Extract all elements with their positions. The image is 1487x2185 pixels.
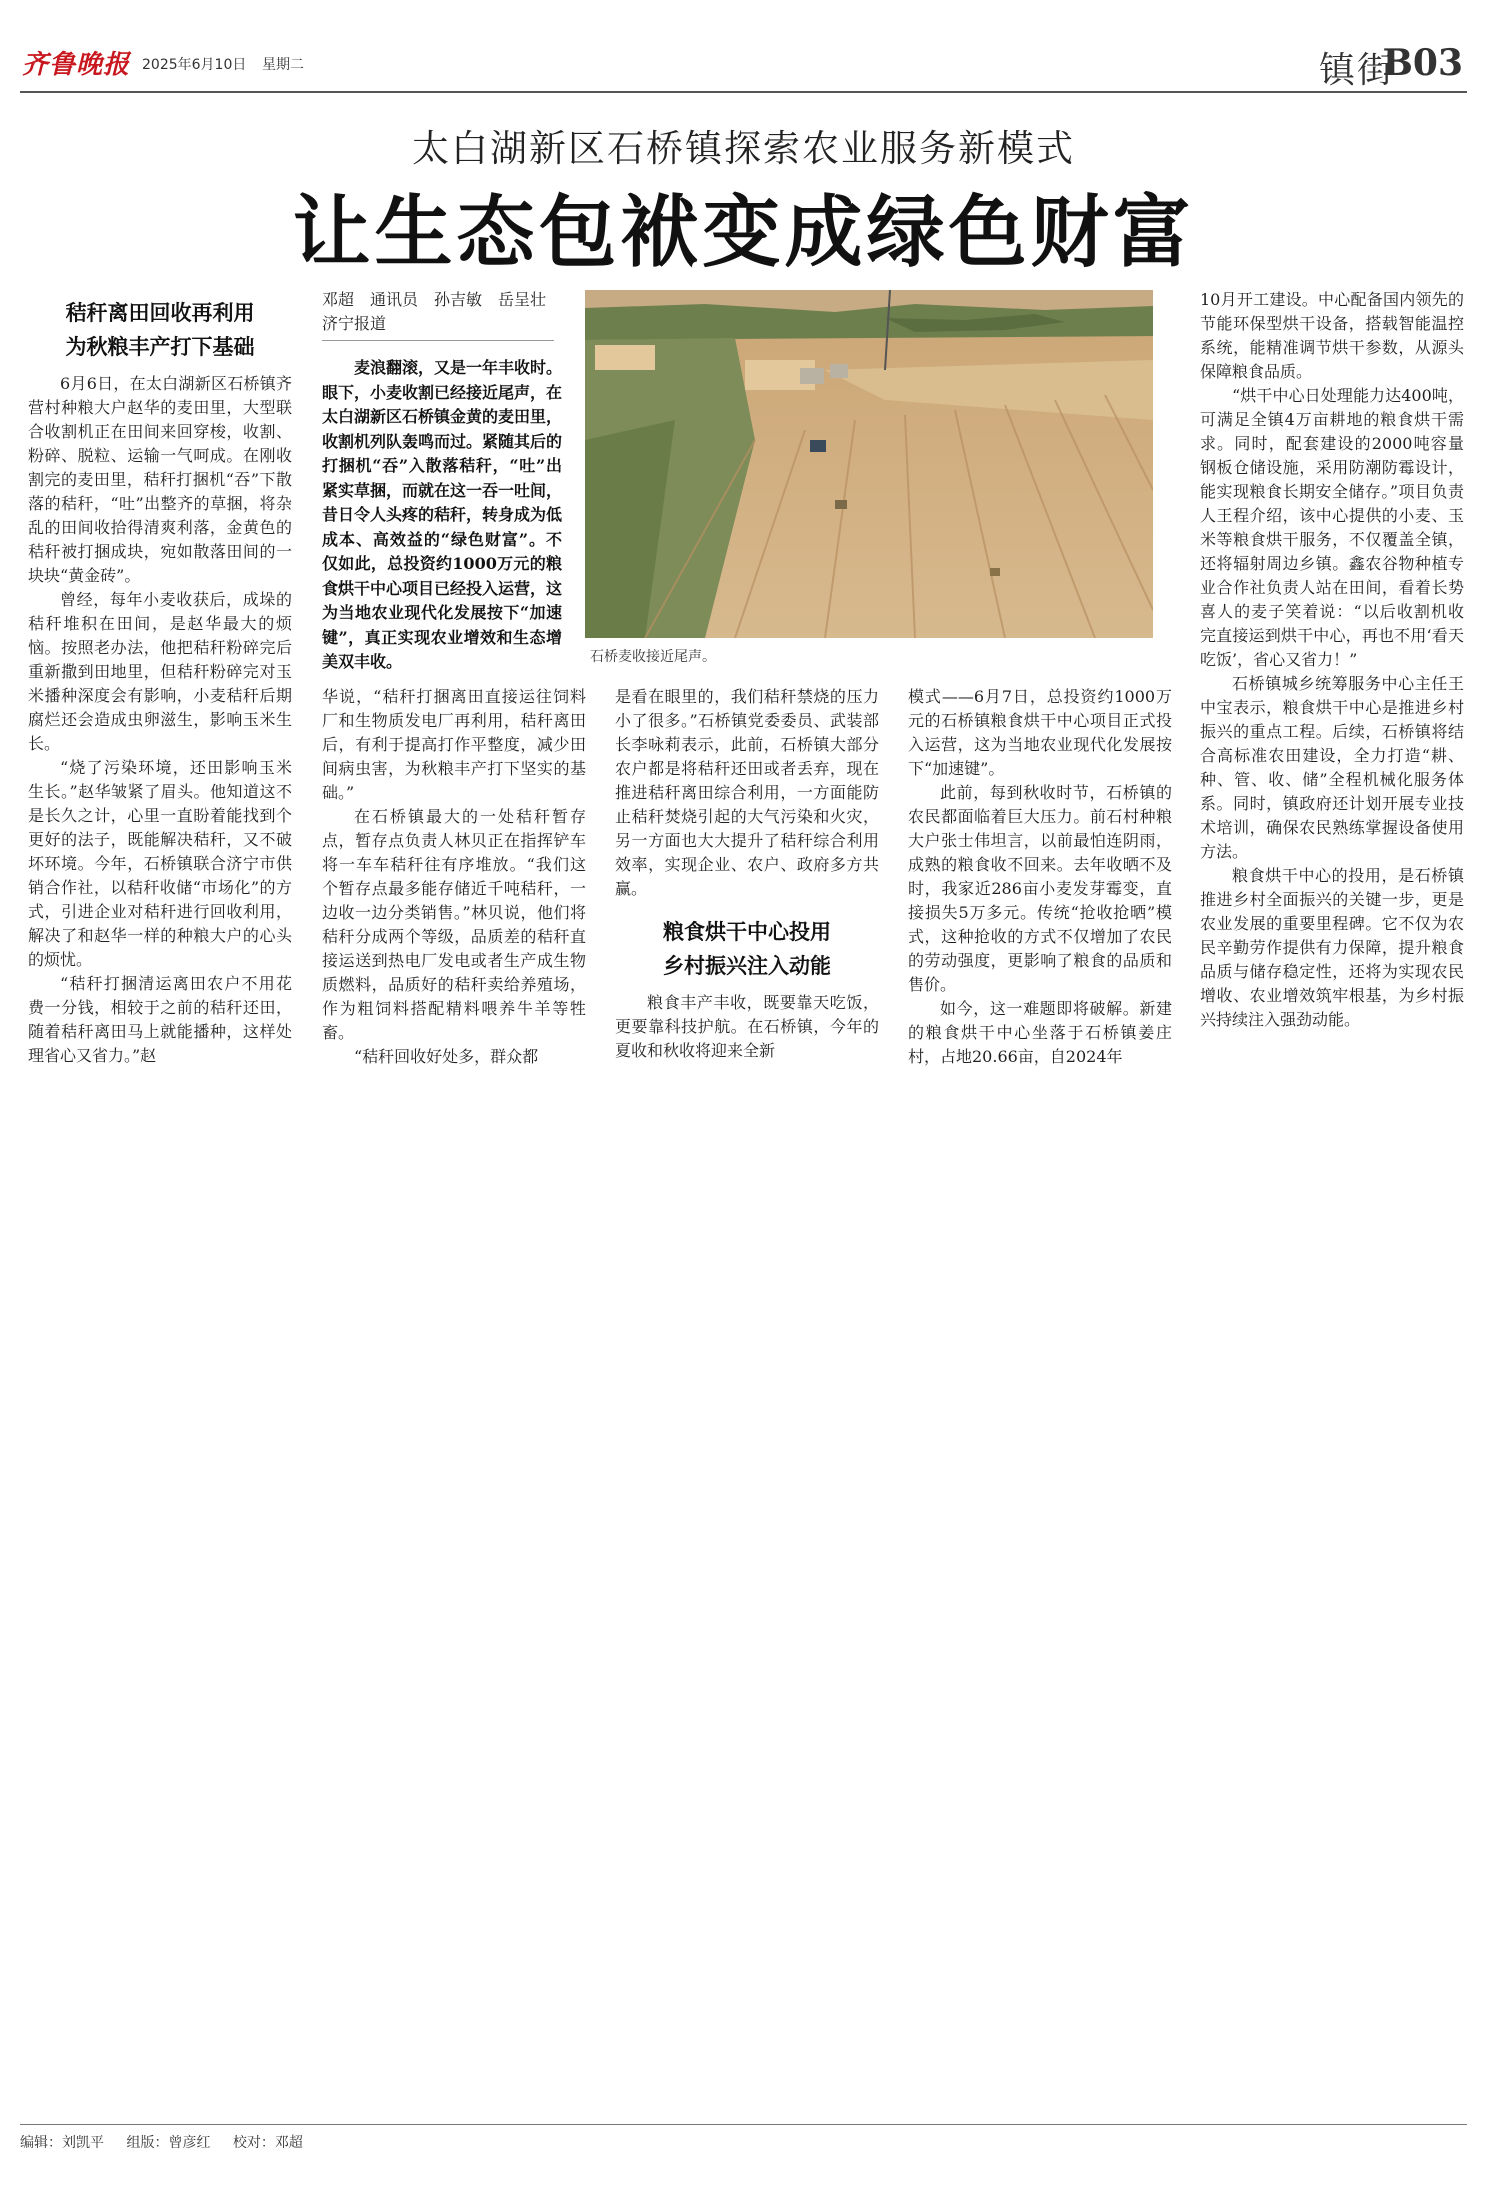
page-number: B03 bbox=[1382, 42, 1463, 84]
article-column-4 bbox=[908, 685, 1172, 1069]
subheading-2-line-2: 乡村振兴注入动能 bbox=[663, 953, 831, 978]
article-kicker: 太白湖新区石桥镇探索农业服务新模式 bbox=[412, 127, 1075, 170]
issue-weekday: 星期二 bbox=[262, 57, 304, 73]
paragraph: 石桥镇城乡统筹服务中心主任王中宝表示，粮食烘干中心是推进乡村振兴的重点工程。后续，石桥镇将结合高标准农田建设，全力打造“耕、种、管、收、储”全程机械化服务体系。同时，镇政府还计划开展专业技术培训，确保农民熟练掌握设备使用方法。 bbox=[1200, 674, 1464, 861]
byline-divider bbox=[322, 340, 554, 341]
paragraph: 此前，每到秋收时节，石桥镇的农民都面临着巨大压力。前石村种粮大户张士伟坦言，以前最怕连阴雨，成熟的粮食收不回来。去年收晒不及时，我家近286亩小麦发芽霉变，直接损失5万多元。传统“抢收抢晒”模式，这种抢收的方式不仅增加了农民的劳动强度，更影响了粮食的品质和售价。 bbox=[908, 783, 1172, 994]
article-column-3 bbox=[615, 685, 879, 1063]
paragraph: 粮食烘干中心的投用，是石桥镇推进乡村全面振兴的关键一步，更是农业发展的重要里程碑。它不仅为农民辛勤劳作提供有力保障，提升粮食品质与储存稳定性，还将为实现农民增收、农业增效筑牢根基，为乡村振兴持续注入强劲动能。 bbox=[1200, 866, 1464, 1029]
section-name: 镇街 bbox=[1318, 50, 1395, 91]
editor-credit: 编辑：刘凯平 bbox=[20, 2135, 104, 2151]
layout-credit: 组版：曾彦红 bbox=[126, 2135, 211, 2151]
paragraph: 如今，这一难题即将破解。新建的粮食烘干中心坐落于石桥镇姜庄村，占地20.66亩，自2024年 bbox=[908, 999, 1172, 1066]
byline: 邓超 通讯员 孙吉敏 岳呈壮 济宁报道 bbox=[322, 290, 563, 333]
article-column-1 bbox=[28, 296, 292, 1068]
paragraph: “秸秆打捆清运离田农户不用花费一分钱，相较于之前的秸秆还田，随着秸秆离田马上就能播种，这样处理省心又省力。”赵 bbox=[28, 974, 292, 1065]
masthead bbox=[20, 40, 1467, 90]
footer-divider bbox=[20, 2124, 1467, 2125]
lead-text: 麦浪翻滚，又是一年丰收时。眼下，小麦收割已经接近尾声，在太白湖新区石桥镇金黄的麦田里，收割机列队轰鸣而过。紧随其后的打捆机“吞”入散落秸秆，“吐”出紧实草捆，而就在这一吞一吐间，昔日令人头疼的秸秆，转身成为低成本、高效益的“绿色财富”。不仅如此，总投资约1000万元的粮食烘干中心项目已经投入运营，这为当地农业现代化发展按下“加速键”，真正实现农业增效和生态增美双丰收。 bbox=[322, 358, 563, 671]
subheading-2-line-1: 粮食烘干中心投用 bbox=[663, 919, 831, 944]
article-column-2 bbox=[322, 685, 586, 1069]
wheat-harvest-photo bbox=[585, 290, 1153, 638]
subheading-1-line-1: 秸秆离田回收再利用 bbox=[65, 300, 255, 325]
paragraph: 模式——6月7日，总投资约1000万元的石桥镇粮食烘干中心项目正式投入运营，这为当地农业现代化发展按下“加速键”。 bbox=[908, 687, 1172, 778]
paragraph: “烧了污染环境，还田影响玉米生长。”赵华皱紧了眉头。他知道这不是长久之计，心里一直盼着能找到个更好的法子，既能解决秸秆，又不破坏环境。今年，石桥镇联合济宁市供销合作社，以秸秆收储“市场化”的方式，引进企业对秸秆进行回收利用，解决了和赵华一样的种粮大户的心头的烦忧。 bbox=[28, 758, 292, 969]
issue-date: 2025年6月10日 bbox=[142, 57, 247, 73]
paragraph: 曾经，每年小麦收获后，成垛的秸秆堆积在田间，是赵华最大的烦恼。按照老办法，他把秸秆粉碎完后重新撒到田地里，但秸秆粉碎完对玉米播种深度会有影响，小麦秸秆后期腐烂还会造成虫卵滋生，影响玉米生长。 bbox=[28, 590, 292, 753]
footer-credits bbox=[20, 2132, 321, 2152]
paragraph: “烘干中心日处理能力达400吨，可满足全镇4万亩耕地的粮食烘干需求。同时，配套建设的2000吨容量钢板仓储设施，采用防潮防霉设计，能实现粮食长期安全储存。”项目负责人王程介绍，该中心提供的小麦、玉米等粮食烘干服务，不仅覆盖全镇，还将辐射周边乡镇。鑫农谷物种植专业合作社负责人站在田间，看着长势喜人的麦子笑着说：“以后收割机收完直接运到烘干中心，再也不用‘看天吃饭’，省心又省力！” bbox=[1200, 386, 1464, 669]
aerial-field-image bbox=[585, 290, 1153, 638]
paragraph: 10月开工建设。中心配备国内领先的节能环保型烘干设备，搭载智能温控系统，能精准调节烘干参数，从源头保障粮食品质。 bbox=[1200, 290, 1464, 381]
paragraph: “秸秆回收好处多，群众都 bbox=[354, 1047, 539, 1066]
paragraph: 粮食丰产丰收，既要靠天吃饭，更要靠科技护航。在石桥镇，今年的夏收和秋收将迎来全新 bbox=[615, 993, 879, 1060]
paragraph: 在石桥镇最大的一处秸秆暂存点，暂存点负责人林贝正在指挥铲车将一车车秸秆往有序堆放。“我们这个暂存点最多能存储近千吨秸秆，一边收一边分类销售。”林贝说，他们将秸秆分成两个等级，品质差的秸秆直接运送到热电厂发电或者生产成生物质燃料，品质好的秸秆卖给养殖场，作为粗饲料搭配精料喂养牛羊等牲畜。 bbox=[322, 807, 586, 1042]
newspaper-logo: 齐鲁晚报 bbox=[22, 50, 131, 80]
paragraph: 6月6日，在太白湖新区石桥镇齐营村种粮大户赵华的麦田里，大型联合收割机正在田间来回穿梭，收割、粉碎、脱粒、运输一气呵成。在刚收割完的麦田里，秸秆打捆机“吞”下散落的秸秆，“吐”出整齐的草捆，将杂乱的田间收拾得清爽利落，金黄色的秸秆被打捆成块，宛如散落田间的一块块“黄金砖”。 bbox=[28, 374, 292, 585]
photo-caption: 石桥麦收接近尾声。 bbox=[590, 649, 716, 665]
article-headline: 让生态包袱变成绿色财富 bbox=[292, 187, 1195, 278]
article-column-5 bbox=[1200, 288, 1464, 1032]
proof-credit: 校对：邓超 bbox=[232, 2135, 303, 2151]
paragraph: 华说，“秸秆打捆离田直接运往饲料厂和生物质发电厂再利用，秸秆离田后，有利于提高打作平整度，减少田间病虫害，为秋粮丰产打下坚实的基础。” bbox=[322, 687, 586, 802]
paragraph: 是看在眼里的，我们秸秆禁烧的压力小了很多。”石桥镇党委委员、武装部长李咏莉表示，此前，石桥镇大部分农户都是将秸秆还田或者丢弃，现在推进秸秆离田综合利用，一方面能防止秸秆焚烧引起的大气污染和火灾，另一方面也大大提升了秸秆综合利用效率，实现企业、农户、政府多方共赢。 bbox=[615, 687, 879, 898]
subheading-1-line-2: 为秋粮丰产打下基础 bbox=[65, 334, 255, 359]
lead-paragraph bbox=[322, 356, 562, 675]
header-divider bbox=[20, 91, 1467, 93]
